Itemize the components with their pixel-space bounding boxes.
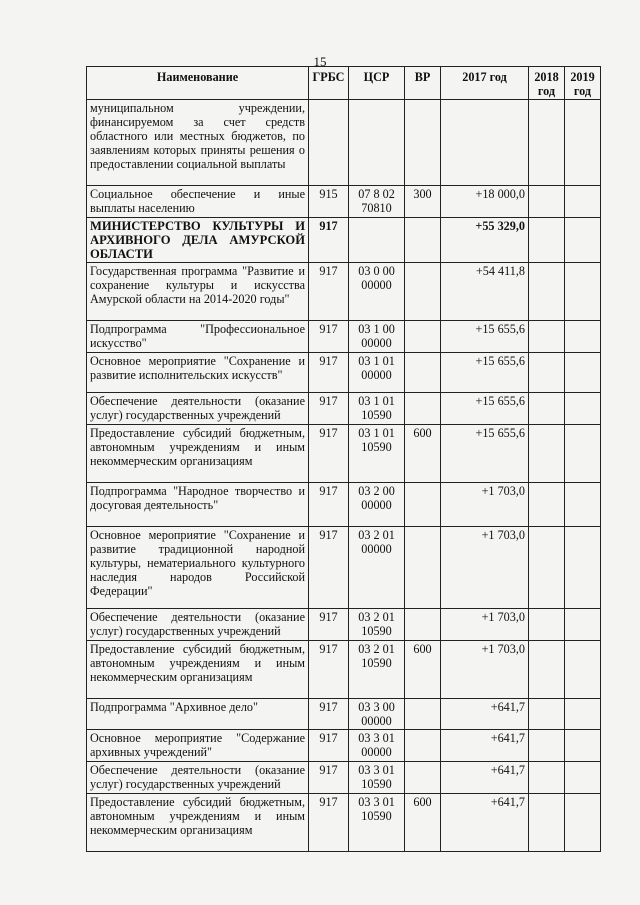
cell-y2019	[565, 393, 601, 425]
cell-csr: 03 2 00 00000	[349, 483, 405, 527]
cell-vr: 300	[405, 186, 441, 218]
table-row	[87, 100, 601, 186]
cell-name: Обеспечение деятельности (оказание услуг) государственных учреждений	[87, 609, 309, 641]
cell-csr: 03 3 00 00000	[349, 699, 405, 730]
cell-y2018	[529, 321, 565, 353]
table-row	[87, 527, 601, 609]
cell-y2018	[529, 730, 565, 762]
cell-vr	[405, 762, 441, 794]
cell-y2017	[441, 100, 529, 186]
cell-y2019	[565, 425, 601, 483]
cell-vr	[405, 527, 441, 609]
cell-grbs: 917	[309, 321, 349, 353]
cell-csr: 03 2 01 00000	[349, 527, 405, 609]
cell-y2018	[529, 263, 565, 321]
cell-name: муниципальном учреждении, финансируемом за счет средств областного или местных бюджетов, по заявлениям которых приняты решения о предоставлении социальной выплаты	[87, 100, 309, 186]
cell-y2017: +15 655,6	[441, 353, 529, 393]
table-row	[87, 186, 601, 218]
cell-grbs: 917	[309, 218, 349, 263]
table-row	[87, 263, 601, 321]
table-row	[87, 794, 601, 852]
cell-vr	[405, 730, 441, 762]
cell-grbs: 917	[309, 609, 349, 641]
cell-y2019	[565, 794, 601, 852]
cell-y2018	[529, 609, 565, 641]
col-header-2017: 2017 год	[441, 67, 529, 100]
table-row	[87, 609, 601, 641]
cell-name: Предоставление субсидий бюджетным, автономным учреждениям и иным некоммерческим организациям	[87, 794, 309, 852]
table-row	[87, 393, 601, 425]
table-row	[87, 483, 601, 527]
cell-y2019	[565, 641, 601, 699]
cell-csr: 03 2 01 10590	[349, 609, 405, 641]
cell-y2017: +641,7	[441, 794, 529, 852]
table-row	[87, 641, 601, 699]
cell-y2017: +18 000,0	[441, 186, 529, 218]
cell-grbs: 917	[309, 641, 349, 699]
cell-name: Подпрограмма "Народное творчество и досуговая деятельность"	[87, 483, 309, 527]
cell-csr: 03 3 01 10590	[349, 794, 405, 852]
cell-y2018	[529, 100, 565, 186]
cell-grbs: 917	[309, 393, 349, 425]
cell-name: Подпрограмма "Архивное дело"	[87, 699, 309, 730]
cell-name: Подпрограмма "Профессиональное искусство"	[87, 321, 309, 353]
cell-grbs: 917	[309, 483, 349, 527]
cell-csr	[349, 100, 405, 186]
cell-y2018	[529, 353, 565, 393]
cell-grbs: 917	[309, 730, 349, 762]
cell-vr	[405, 699, 441, 730]
table-row	[87, 699, 601, 730]
col-header-name: Наименование	[87, 67, 309, 100]
cell-vr	[405, 100, 441, 186]
cell-name: Обеспечение деятельности (оказание услуг) государственных учреждений	[87, 393, 309, 425]
cell-y2017: +1 703,0	[441, 609, 529, 641]
cell-y2018	[529, 762, 565, 794]
cell-y2019	[565, 353, 601, 393]
cell-grbs: 917	[309, 425, 349, 483]
cell-csr: 03 1 00 00000	[349, 321, 405, 353]
cell-csr: 03 1 01 10590	[349, 393, 405, 425]
table-row	[87, 425, 601, 483]
cell-csr: 03 3 01 00000	[349, 730, 405, 762]
table-row	[87, 762, 601, 794]
cell-vr: 600	[405, 425, 441, 483]
cell-y2017: +641,7	[441, 699, 529, 730]
cell-vr: 600	[405, 641, 441, 699]
cell-y2019	[565, 527, 601, 609]
cell-y2018	[529, 393, 565, 425]
table-row	[87, 321, 601, 353]
cell-y2019	[565, 609, 601, 641]
cell-y2018	[529, 425, 565, 483]
cell-vr	[405, 321, 441, 353]
cell-grbs: 917	[309, 794, 349, 852]
cell-grbs: 917	[309, 699, 349, 730]
cell-csr: 03 1 01 10590	[349, 425, 405, 483]
cell-y2019	[565, 218, 601, 263]
cell-y2018	[529, 483, 565, 527]
cell-csr: 07 8 02 70810	[349, 186, 405, 218]
cell-y2017: +15 655,6	[441, 321, 529, 353]
cell-grbs	[309, 100, 349, 186]
cell-y2018	[529, 641, 565, 699]
cell-y2018	[529, 527, 565, 609]
cell-y2017: +55 329,0	[441, 218, 529, 263]
cell-y2017: +1 703,0	[441, 483, 529, 527]
page-number: 15	[313, 54, 327, 69]
cell-y2019	[565, 730, 601, 762]
budget-table	[86, 66, 601, 852]
cell-name: Основное мероприятие "Сохранение и развитие исполнительских искусств"	[87, 353, 309, 393]
cell-name: Государственная программа "Развитие и сохранение культуры и искусства Амурской области на 2014-2020 годы"	[87, 263, 309, 321]
cell-csr	[349, 218, 405, 263]
cell-grbs: 917	[309, 353, 349, 393]
col-header-2018: 2018 год	[529, 67, 565, 100]
cell-y2017: +15 655,6	[441, 425, 529, 483]
cell-csr: 03 1 01 00000	[349, 353, 405, 393]
cell-name: МИНИСТЕРСТВО КУЛЬТУРЫ И АРХИВНОГО ДЕЛА АМУРСКОЙ ОБЛАСТИ	[87, 218, 309, 263]
cell-y2019	[565, 263, 601, 321]
col-header-2019: 2019 год	[565, 67, 601, 100]
cell-y2017: +641,7	[441, 730, 529, 762]
cell-y2017: +641,7	[441, 762, 529, 794]
table-row	[87, 353, 601, 393]
cell-grbs: 917	[309, 263, 349, 321]
cell-name: Обеспечение деятельности (оказание услуг) государственных учреждений	[87, 762, 309, 794]
cell-vr	[405, 218, 441, 263]
cell-csr: 03 2 01 10590	[349, 641, 405, 699]
cell-name: Социальное обеспечение и иные выплаты населению	[87, 186, 309, 218]
col-header-vr: ВР	[405, 67, 441, 100]
cell-y2017: +1 703,0	[441, 527, 529, 609]
cell-vr	[405, 263, 441, 321]
cell-name: Основное мероприятие "Содержание архивных учреждений"	[87, 730, 309, 762]
table-header-row	[87, 67, 601, 100]
table-row	[87, 218, 601, 263]
cell-y2018	[529, 699, 565, 730]
cell-y2017: +54 411,8	[441, 263, 529, 321]
cell-y2019	[565, 483, 601, 527]
cell-vr	[405, 483, 441, 527]
cell-grbs: 917	[309, 527, 349, 609]
col-header-csr: ЦСР	[349, 67, 405, 100]
cell-name: Основное мероприятие "Сохранение и развитие традиционной народной культуры, нематериального культурного наследия народов Российской Федерации"	[87, 527, 309, 609]
cell-y2017: +15 655,6	[441, 393, 529, 425]
cell-vr	[405, 353, 441, 393]
cell-y2019	[565, 186, 601, 218]
cell-vr	[405, 393, 441, 425]
table-row	[87, 730, 601, 762]
cell-name: Предоставление субсидий бюджетным, автономным учреждениям и иным некоммерческим организациям	[87, 425, 309, 483]
cell-name: Предоставление субсидий бюджетным, автономным учреждениям и иным некоммерческим организациям	[87, 641, 309, 699]
cell-grbs: 917	[309, 762, 349, 794]
cell-csr: 03 0 00 00000	[349, 263, 405, 321]
cell-csr: 03 3 01 10590	[349, 762, 405, 794]
cell-y2019	[565, 762, 601, 794]
cell-y2019	[565, 100, 601, 186]
cell-y2017: +1 703,0	[441, 641, 529, 699]
cell-y2019	[565, 321, 601, 353]
cell-y2018	[529, 218, 565, 263]
cell-vr: 600	[405, 794, 441, 852]
col-header-grbs: ГРБС	[309, 67, 349, 100]
cell-y2018	[529, 794, 565, 852]
cell-grbs: 915	[309, 186, 349, 218]
cell-y2018	[529, 186, 565, 218]
cell-vr	[405, 609, 441, 641]
cell-y2019	[565, 699, 601, 730]
